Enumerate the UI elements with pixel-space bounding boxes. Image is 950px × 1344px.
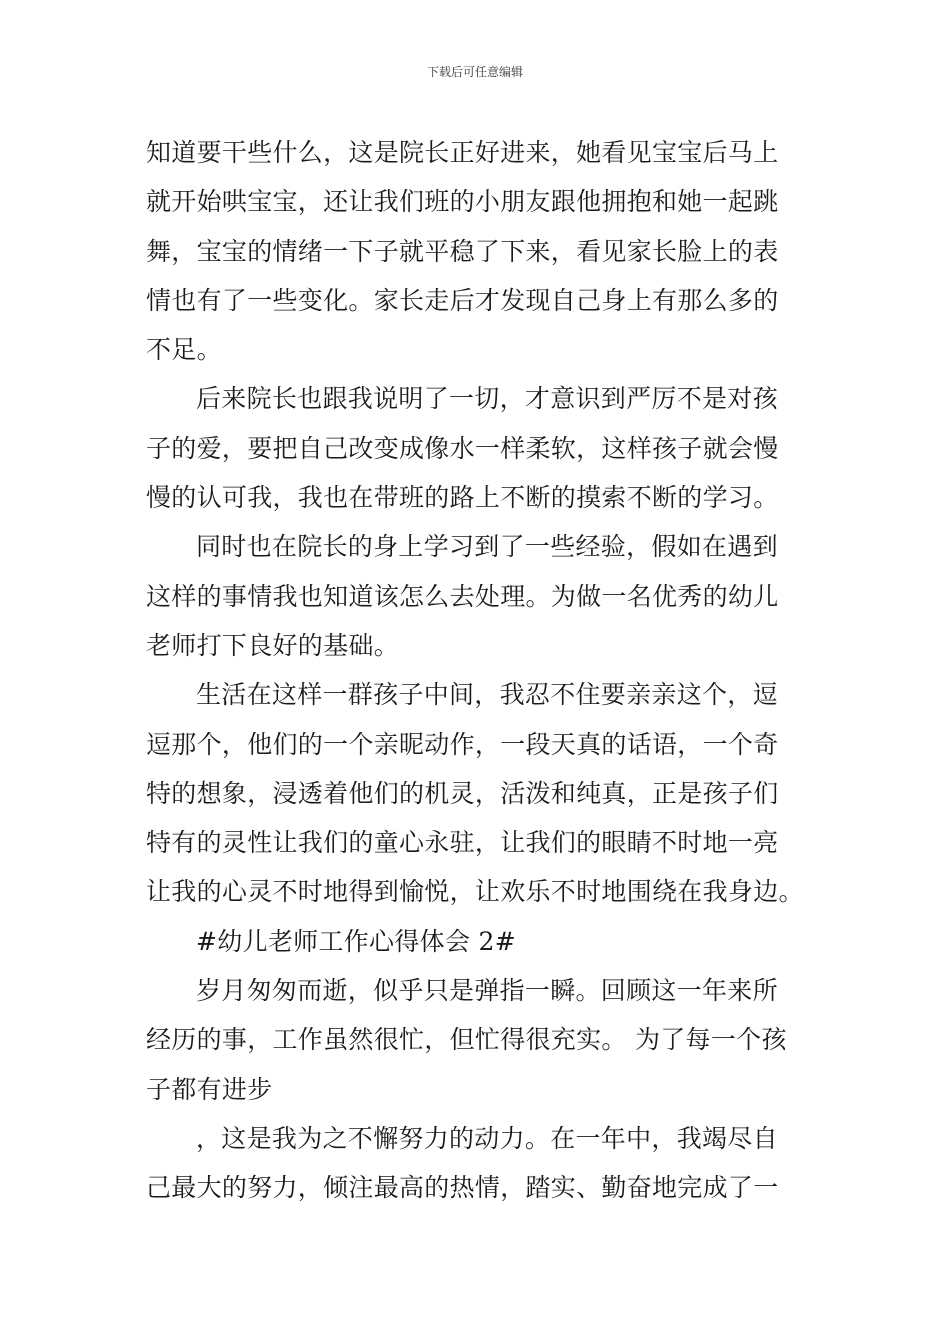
text-line: 知道要干些什么，这是院长正好进来，她看见宝宝后马上 — [146, 138, 779, 167]
text-line: 己最大的努力，倾注最高的热情，踏实、勤奋地完成了一 — [146, 1173, 779, 1203]
text-line: 经历的事，工作虽然很忙，但忙得很充实。 为了每一个孩 — [146, 1025, 787, 1055]
text-line: 慢的认可我，我也在带班的路上不断的摸索不断的学习。 — [146, 483, 779, 513]
text-line: 这样的事情我也知道该怎么去处理。为做一名优秀的幼儿 — [146, 581, 779, 611]
paragraph-start-line: ，这是我为之不懈努力的动力。在一年中，我竭尽自 — [196, 1123, 778, 1153]
text-line: 就开始哄宝宝，还让我们班的小朋友跟他拥抱和她一起跳 — [146, 187, 779, 217]
text-line: 子都有进步 — [146, 1074, 273, 1104]
text-line: 特的想象，浸透着他们的机灵，活泼和纯真，正是孩子们 — [146, 778, 779, 808]
paragraph-start-line: 生活在这样一群孩子中间，我忍不住要亲亲这个，逗 — [196, 680, 778, 710]
text-line: 让我的心灵不时地得到愉悦，让欢乐不时地围绕在我身边。 — [146, 877, 804, 907]
page-header: 下载后可任意编辑 — [426, 65, 523, 79]
document-body — [146, 128, 810, 1213]
text-line: 逗那个，他们的一个亲昵动作，一段天真的话语，一个奇 — [146, 729, 779, 759]
paragraph-start-line: 后来院长也跟我说明了一切，才意识到严厉不是对孩 — [196, 384, 778, 414]
paragraph-start-line: 岁月匆匆而逝，似乎只是弹指一瞬。回顾这一年来所 — [196, 976, 778, 1006]
section-heading: #幼儿老师工作心得体会 2# — [196, 926, 516, 956]
text-line: 子的爱，要把自己改变成像水一样柔软，这样孩子就会慢 — [146, 433, 779, 463]
text-line: 老师打下良好的基础。 — [146, 630, 400, 660]
paragraph-start-line: 同时也在院长的身上学习到了一些经验，假如在遇到 — [196, 532, 778, 562]
text-line: 特有的灵性让我们的童心永驻，让我们的眼睛不时地一亮 — [146, 828, 779, 858]
text-line: 不足。 — [146, 335, 222, 365]
text-line: 舞，宝宝的情绪一下子就平稳了下来，看见家长脸上的表 — [146, 236, 779, 266]
text-line: 情也有了一些变化。家长走后才发现自己身上有那么多的 — [146, 285, 779, 315]
